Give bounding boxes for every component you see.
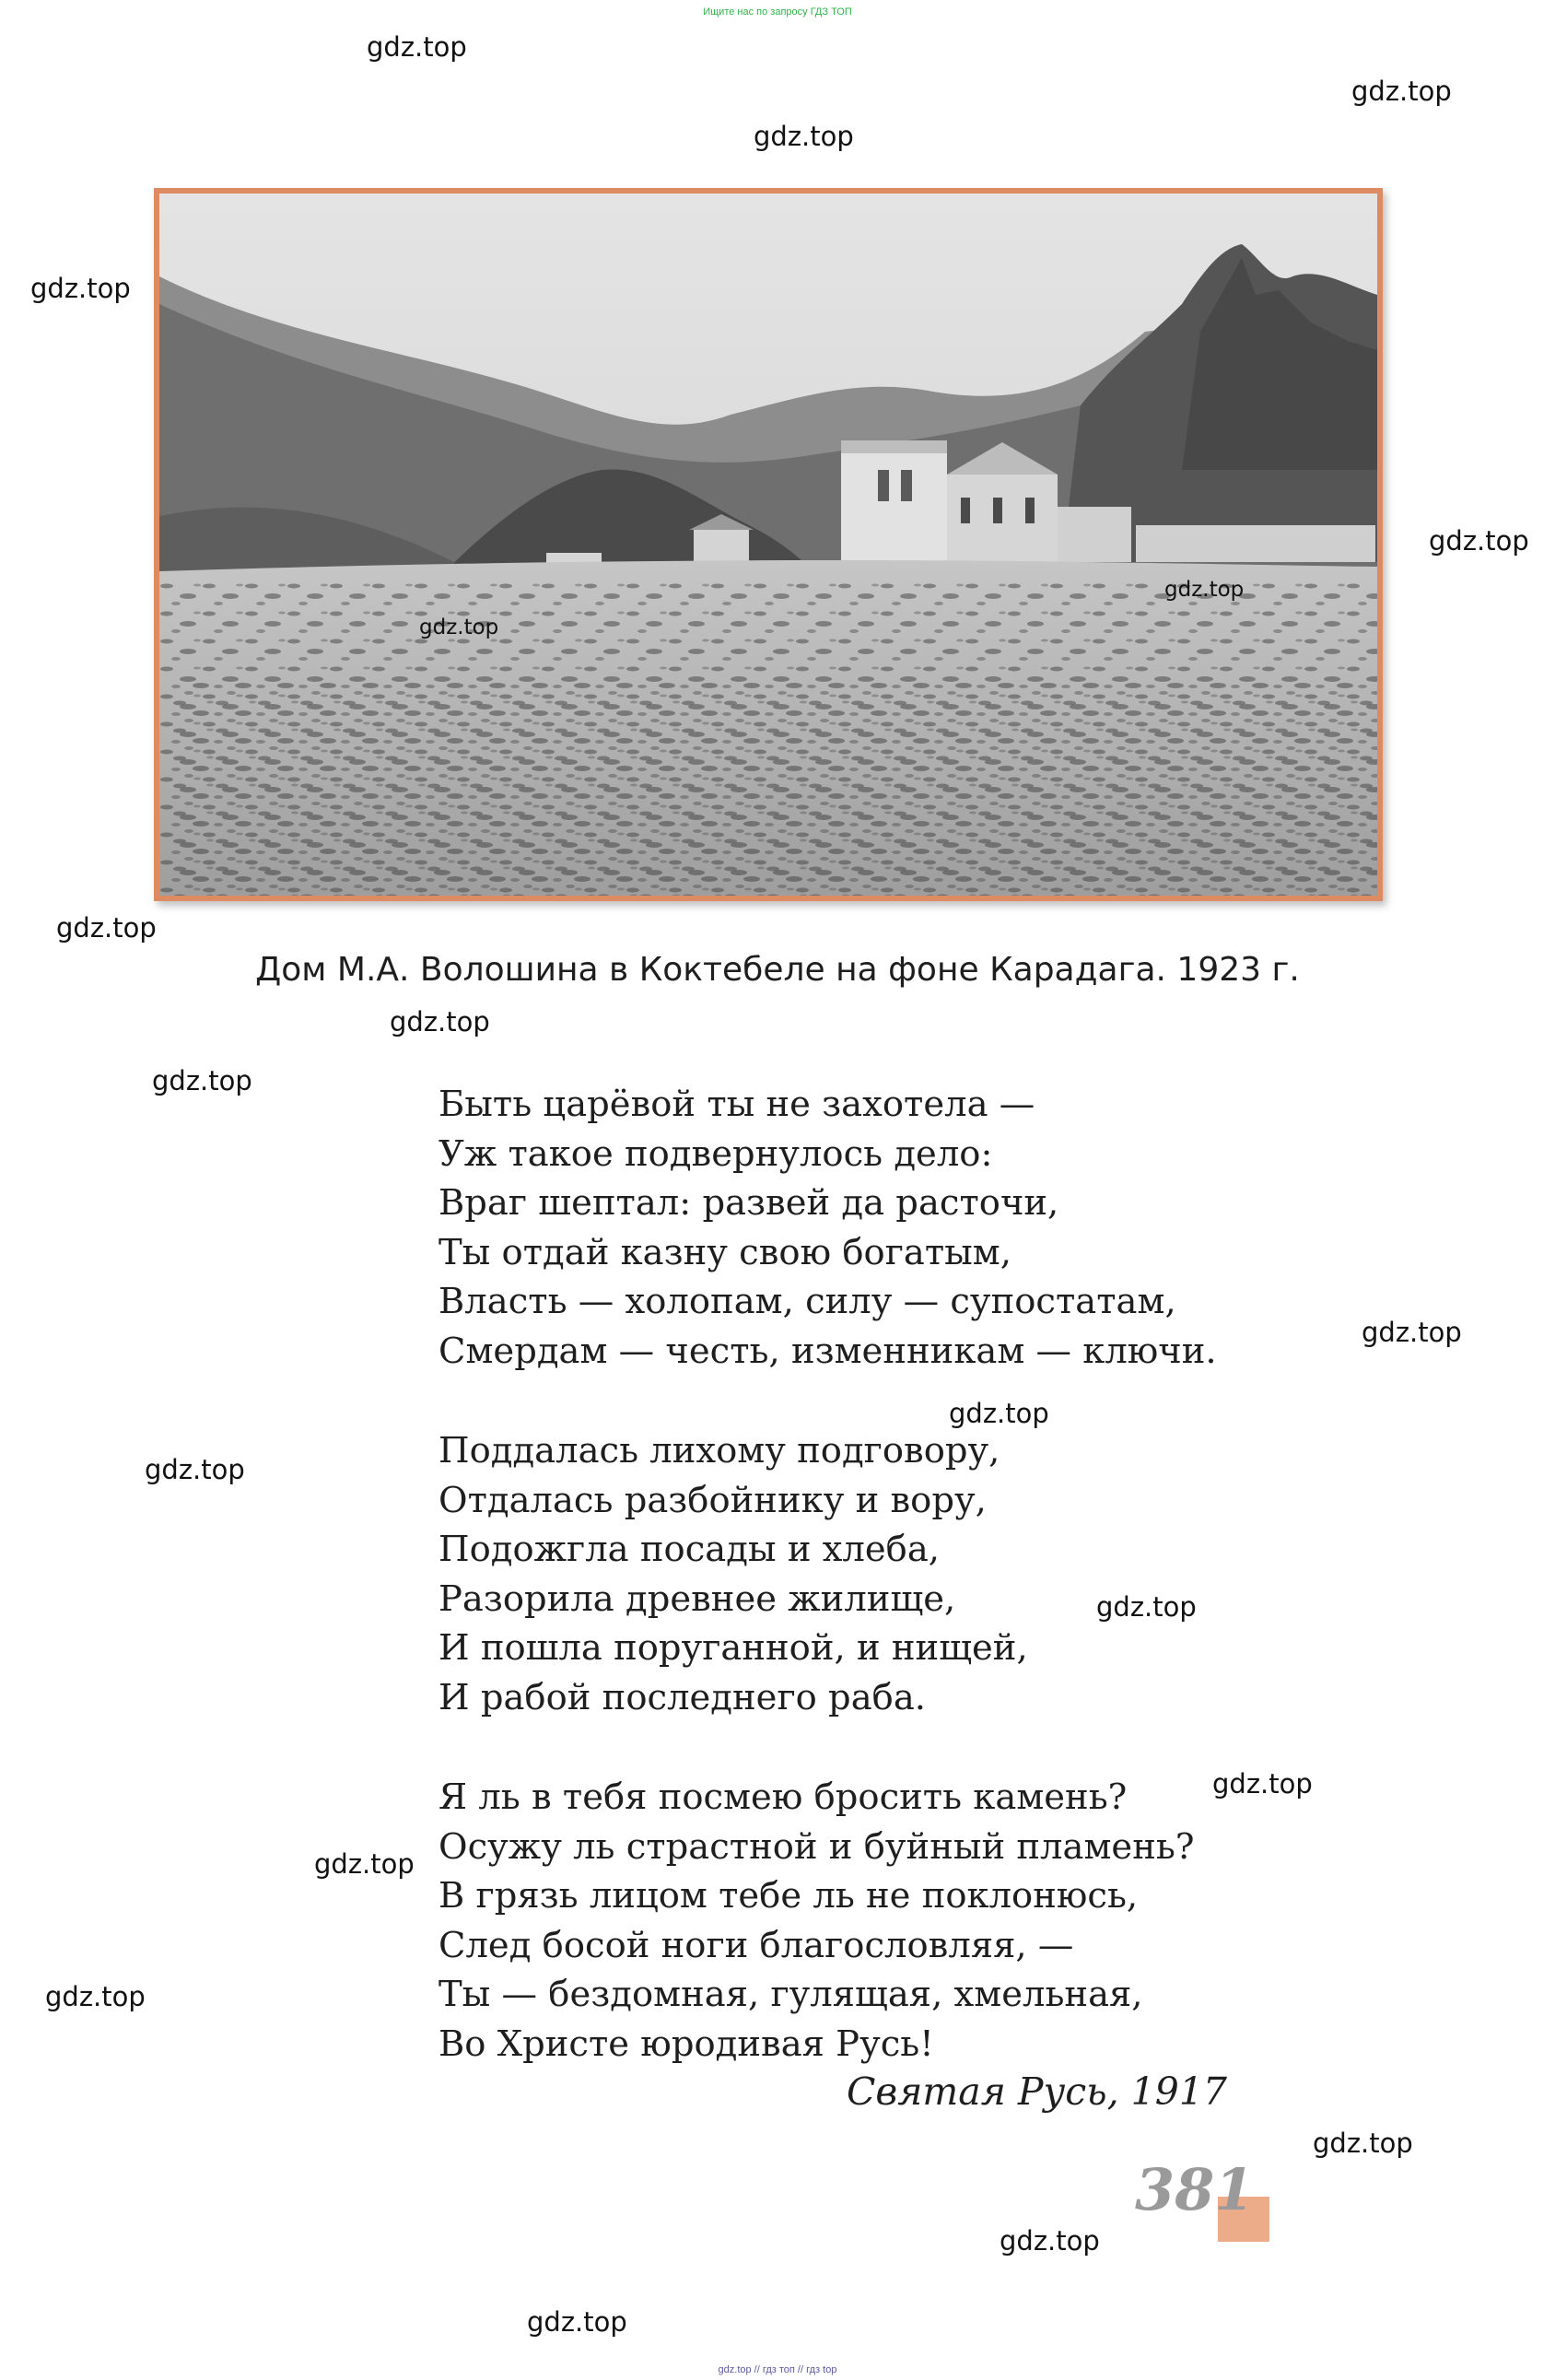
watermark: gdz.top: [390, 1006, 490, 1038]
watermark: gdz.top: [56, 912, 157, 944]
watermark: gdz.top: [314, 1848, 415, 1880]
poem-signature: Святая Русь, 1917: [847, 2069, 1227, 2114]
poem-stanza: [438, 1426, 1249, 1722]
watermark: gdz.top: [45, 1981, 146, 2012]
poem-line: И пошла поруганной, и нищей,: [438, 1627, 1028, 1669]
watermark: gdz.top: [1362, 1317, 1462, 1348]
watermark: gdz.top: [949, 1398, 1049, 1429]
page-number: 381: [1135, 2156, 1255, 2223]
poem-line: Разорила древнее жилище,: [438, 1577, 956, 1620]
watermark: gdz.top: [145, 1454, 245, 1485]
poem-line: Ты — бездомная, гулящая, хмельная,: [438, 1974, 1143, 2015]
watermark: gdz.top: [527, 2306, 627, 2338]
poem-line: Быть царёвой ты не захотела —: [438, 1084, 1035, 1125]
bottom-banner: gdz.top // гдз топ // гдз top: [718, 2364, 837, 2375]
poem-line: Враг шептал: развей да расточи,: [438, 1182, 1059, 1224]
poem-line: Отдалась разбойнику и вору,: [438, 1479, 987, 1521]
watermark: gdz.top: [367, 31, 467, 63]
watermark: gdz.top: [1000, 2225, 1100, 2257]
poem-line: И рабой последнего раба.: [438, 1676, 927, 1718]
watermark: gdz.top: [754, 121, 854, 152]
watermark: gdz.top: [1096, 1591, 1197, 1623]
watermark: gdz.top: [30, 273, 131, 304]
poem-line: Я ль в тебя посмею бросить камень?: [438, 1776, 1128, 1818]
landscape-photo: [159, 193, 1377, 896]
top-banner: Ищите нас по запросу ГДЗ ТОП: [703, 6, 852, 18]
poem-stanza: [438, 1080, 1249, 1376]
watermark: gdz.top: [1164, 578, 1245, 602]
poem-line: След босой ноги благословляя, —: [438, 1924, 1074, 1966]
poem-line: В грязь лицом тебе ль не поклонюсь,: [438, 1875, 1139, 1917]
poem-line: Уж такое подвернулось дело:: [438, 1132, 993, 1175]
poem-line: Во Христе юродивая Русь!: [438, 2022, 934, 2065]
watermark: gdz.top: [1351, 76, 1452, 107]
watermark: gdz.top: [1212, 1768, 1313, 1800]
watermark: gdz.top: [419, 616, 499, 639]
photo-caption: Дом М.А. Волошина в Коктебеле на фоне Карадага. 1923 г.: [255, 951, 1300, 989]
watermark: gdz.top: [1313, 2128, 1413, 2159]
poem-line: Осужу ль страстной и буйный пламень?: [438, 1825, 1195, 1868]
watermark: gdz.top: [152, 1065, 252, 1096]
photo-frame: [154, 188, 1383, 901]
watermark: gdz.top: [1429, 525, 1529, 557]
poem-stanza: [438, 1773, 1249, 2069]
poem-line: Власть — холопам, силу — супостатам,: [438, 1281, 1176, 1322]
poem-line: Смердам — честь, изменникам — ключи.: [438, 1330, 1217, 1372]
poem-line: Ты отдай казну свою богатым,: [438, 1231, 1011, 1273]
poem: [438, 1080, 1249, 2119]
poem-line: Поддалась лихому подговору,: [438, 1430, 1000, 1471]
poem-line: Подожгла посады и хлеба,: [438, 1529, 941, 1570]
